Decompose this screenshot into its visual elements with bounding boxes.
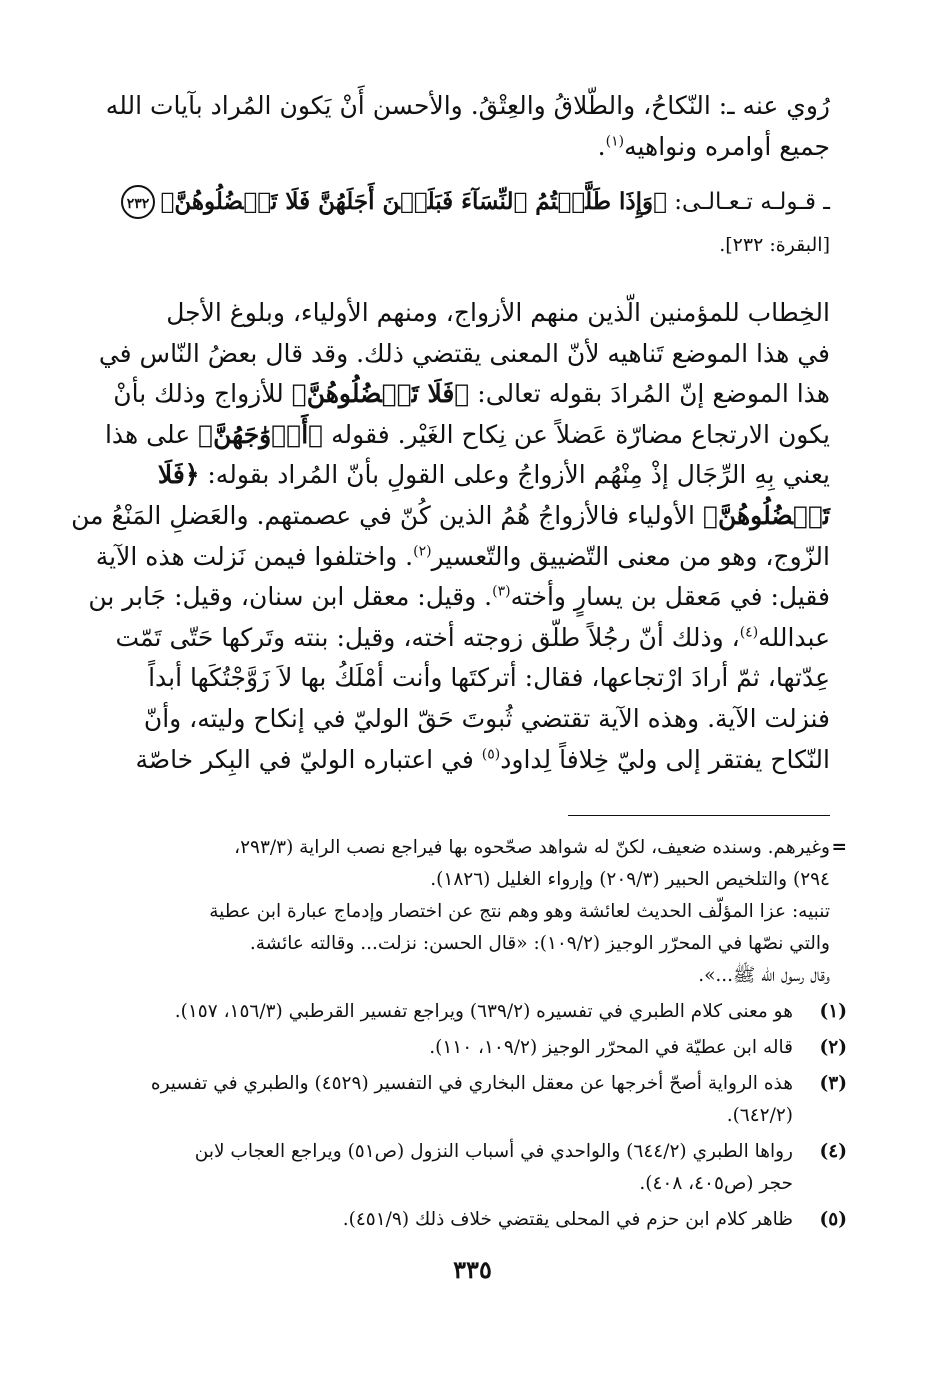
footnote-number: (١) xyxy=(819,1001,847,1022)
body-line-intro-2 xyxy=(118,127,830,167)
body-line xyxy=(118,699,830,739)
footnote-line: ظاهر كلام ابن حزم في المحلى يقتضي خلاف ذلك (٤٥١/٩). xyxy=(342,1209,793,1230)
footnote-ref[interactable]: (١) xyxy=(605,133,625,150)
footnote-line: حجر (ص٤٠٥، ٤٠٨). xyxy=(639,1173,793,1194)
body-text: في هذا الموضع تَناهيه لأنّ المعنى يقتضي ذلك. وقد قال بعضُ النّاس في xyxy=(98,338,830,368)
body-text: عِدّتها، ثمّ أرادَ ارْتجاعها، فقال: أتركتَها وأنت أمْلَكُ بها لاَ زَوَّجْتُكَها أبداً xyxy=(148,663,830,693)
quran-quote: تَعۡضُلُوهُنَّ﴾ xyxy=(702,501,830,530)
quran-verse: ﴿وَإِذَا طَلَّقۡتُمُ ٱلنِّسَآءَ فَبَلَغۡنَ أَجَلَهُنَّ فَلَا تَعۡضُلُوهُنَّ﴾ xyxy=(160,188,667,215)
verse-heading xyxy=(160,182,830,222)
body-text: جميع أوامره ونواهيه xyxy=(624,132,830,161)
footnote-continuation-line: وقال رسول الله ﷺ...». xyxy=(698,965,830,986)
footnote-number: (٤) xyxy=(819,1141,847,1162)
footnote-line: (٦٤٢/٢). xyxy=(726,1105,793,1126)
body-line xyxy=(104,415,830,455)
body-text: للأزواج وذلك بأنْ xyxy=(113,379,292,409)
body-line xyxy=(118,455,830,495)
body-text: . xyxy=(597,132,606,161)
verse-intro: ـ قـولـه تـعـالـى: xyxy=(666,189,830,215)
body-text: في اعتباره الوليّ في البِكر خاصّة xyxy=(135,744,482,774)
body-text: على هذا xyxy=(104,419,199,449)
verse-number: ٢٣٢ xyxy=(126,196,150,212)
body-text: رُوي عنه ـ: النّكاحُ، والطّلاقُ والعِتْقُ. والأحسن أَنْ يَكون المُراد بآيات الله xyxy=(105,91,830,120)
body-text: يكون الارتجاع مضارّة عَضلاً عن نِكاح الغَيْر. فقوله xyxy=(323,419,830,449)
page-number: ٣٣٥ xyxy=(453,1255,492,1284)
footnote-continuation-line: وغيرهم. وسنده ضعيف، لكنّ له شواهد صحّحوه بها فيراجع نصب الراية (٢٩٣/٣، xyxy=(234,837,830,858)
body-text: ، وذلك أنّ رجُلاً طلّق زوجته أخته، وقيل: بنته وتَركها حَتّى تَمّت xyxy=(115,622,740,652)
body-text: عبدالله xyxy=(758,622,830,652)
body-line xyxy=(115,618,830,658)
body-line xyxy=(95,537,830,577)
footnote-number: (٢) xyxy=(819,1037,847,1058)
footnote-number: (٣) xyxy=(819,1073,847,1094)
body-text: فنزلت الآية. وهذه الآية تقتضي ثُبوتَ حَقّ الوليّ في إنكاح وليته، وأنّ xyxy=(143,704,830,733)
body-text: النّكاح يفتقر إلى وليّ خِلافاً لِداود xyxy=(500,744,830,774)
body-text: . وقيل: معقل ابن سنان، وقيل: جَابر بن xyxy=(88,582,493,612)
verse-reference xyxy=(530,229,830,261)
footnote-ref[interactable]: (٣) xyxy=(492,583,511,600)
footnote-divider xyxy=(568,815,830,816)
footnote-line: هذه الرواية أصحّ أخرجها عن معقل البخاري في التفسير (٤٥٢٩) والطبري في تفسيره xyxy=(150,1073,793,1094)
body-text: يعني بِهِ الرِّجَال إذْ مِنْهُم الأزواجُ وعلى القولِ بأنّ المُراد بقوله: xyxy=(199,460,830,490)
body-text: هذا الموضع إنّ المُرادَ بقوله تعالى: xyxy=(469,379,830,409)
body-text: الزّوج، وهو من معنى التّضييق والتّعسير xyxy=(431,541,830,571)
footnote-continuation-mark: = xyxy=(831,837,847,858)
body-text: الخِطاب للمؤمنين الّذين منهم الأزواج، ومنهم الأولياء، وبلوغ الأجل xyxy=(166,298,830,327)
quran-quote: ﴿فَلَا xyxy=(157,460,200,490)
body-line xyxy=(118,658,830,698)
body-text: . واختلفوا فيمن نَزلت هذه الآية xyxy=(95,541,414,571)
quran-quote: ﴿أَزۡوَٰجَهُنَّ﴾ xyxy=(198,419,324,449)
footnote-line: هو معنى كلام الطبري في تفسيره (٦٣٩/٢) ويراجع تفسير القرطبي (١٥٦/٣، ١٥٧). xyxy=(174,1001,793,1022)
body-text: فقيل: في مَعقل بن يسارٍ وأخته xyxy=(510,582,830,612)
body-line xyxy=(71,496,830,536)
footnote-continuation-line: ٢٩٤) والتلخيص الحبير (٢٠٩/٣) وإرواء الغليل (١٨٢٦). xyxy=(430,869,830,890)
body-line xyxy=(113,374,830,414)
footnote-continuation-line: تنبيه: عزا المؤلّف الحديث لعائشة وهو وهم نتج عن اختصار وإدماج عبارة ابن عطية xyxy=(209,901,830,922)
body-line xyxy=(98,334,830,374)
footnote-number: (٥) xyxy=(819,1209,847,1230)
verse-reference-text: [البقرة: ٢٣٢]. xyxy=(719,234,830,256)
verse-number-badge xyxy=(121,185,155,219)
footnote-line: قاله ابن عطيّة في المحرّر الوجيز (١٠٩/٢، ١١٠). xyxy=(429,1037,793,1058)
body-line xyxy=(118,293,830,333)
body-line xyxy=(88,577,830,617)
footnote-ref[interactable]: (٥) xyxy=(481,746,501,763)
footnote-continuation-line: والتي نصّها في المحرّر الوجيز (١٠٩/٢): «قال الحسن: نزلت... وقالته عائشة. xyxy=(249,933,830,954)
footnote-line: رواها الطبري (٦٤٤/٢) والواحدي في أسباب النزول (ص٥١) ويراجع العجاب لابن xyxy=(194,1141,793,1162)
quran-quote: ﴿فَلَا تَعۡضُلُوهُنَّ﴾ xyxy=(291,379,470,409)
body-text: الأولياء فالأزواجُ هُمُ الذين كُنّ في عصمتهم. والعَضلِ المَنْعُ من xyxy=(71,501,703,530)
footnote-ref[interactable]: (٤) xyxy=(739,624,759,641)
body-line-intro-1 xyxy=(105,86,830,126)
footnote-ref[interactable]: (٢) xyxy=(413,543,432,560)
body-line xyxy=(118,740,830,780)
